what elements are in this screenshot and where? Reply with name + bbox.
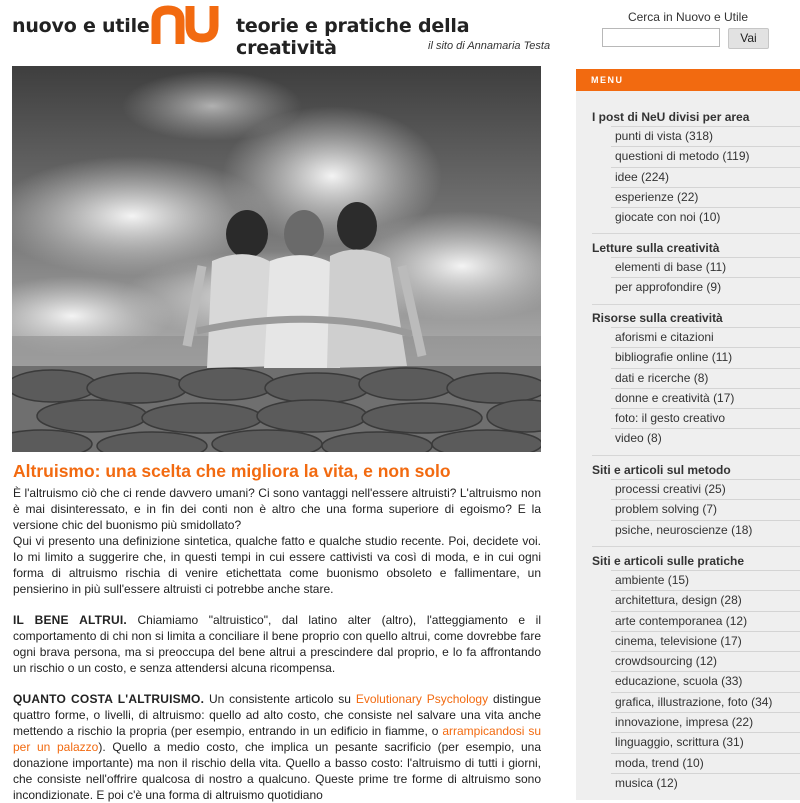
sidebar-item[interactable]: elementi di base (11) [592, 257, 800, 277]
site-logo[interactable] [150, 2, 222, 52]
sidebar-item[interactable]: dati e ricerche (8) [592, 368, 800, 388]
link-evolutionary-psychology[interactable]: Evolutionary Psychology [355, 692, 489, 706]
section-text: ). Quello a medio costo, che implica un pesante sacrificio (per esempio, una donazione importante) ma non il rischio della vita. Quello a basso costo: l'altruismo di tutti i giorni, che consiste nell'offrire qualcosa di nostro a qualcuno. Queste prime tre forme di altruismo sono incondizionate. E poi c'è una forma di altruismo quotidiano [13, 740, 541, 802]
post-section-quanto-costa [13, 691, 541, 803]
sidebar-section-aree [592, 108, 800, 227]
search-box [588, 8, 788, 58]
main-content [12, 66, 541, 800]
post-body [13, 485, 541, 803]
post-title[interactable]: Altruismo: una scelta che migliora la vita, e non solo [13, 461, 451, 481]
sidebar-item[interactable]: musica (12) [592, 773, 800, 793]
section-lead: IL BENE ALTRUI. [13, 613, 127, 627]
sidebar-item[interactable]: giocate con noi (10) [592, 207, 800, 227]
sidebar-item[interactable]: architettura, design (28) [592, 590, 800, 610]
sidebar-section-pratiche [592, 552, 800, 793]
sidebar-item[interactable]: educazione, scuola (33) [592, 671, 800, 691]
sidebar-item[interactable]: arte contemporanea (12) [592, 611, 800, 631]
sidebar-item[interactable]: idee (224) [592, 167, 800, 187]
sidebar-item[interactable]: bibliografie online (11) [592, 347, 800, 367]
post-hero-photo [12, 66, 541, 452]
sidebar-item[interactable]: foto: il gesto creativo [592, 408, 800, 428]
menu-header: MENU [576, 69, 800, 91]
site-name-left[interactable]: nuovo e utile [12, 15, 150, 37]
link-palazzo[interactable]: arrampicandosi su per un palazzo [13, 724, 541, 754]
search-label: Cerca in Nuovo e Utile [627, 10, 749, 24]
site-header [0, 0, 570, 62]
nu-logo-icon [150, 2, 222, 52]
search-button[interactable]: Vai [728, 28, 769, 49]
sidebar-section-heading: Siti e articoli sulle pratiche [592, 554, 745, 568]
search-input[interactable] [602, 28, 720, 47]
sidebar-item[interactable]: moda, trend (10) [592, 753, 800, 773]
section-text: distingue quattro forme, o livelli, di altruismo: quello ad alto costo, che consiste nel salvare una vita anche mettendo a rischio la propria (per esempio, entrando in un edificio in fiamme, o [13, 692, 541, 738]
sidebar-item[interactable]: processi creativi (25) [592, 479, 800, 499]
post-section-bene-altrui [13, 612, 541, 676]
sidebar-item[interactable]: donne e creatività (17) [592, 388, 800, 408]
children-on-wall-photo [12, 66, 541, 452]
sidebar-section-risorse [592, 309, 800, 449]
sidebar-item[interactable]: psiche, neuroscienze (18) [592, 520, 800, 540]
sidebar-item[interactable]: per approfondire (9) [592, 277, 800, 297]
section-text: Un consistente articolo su [204, 692, 356, 706]
sidebar-item[interactable]: innovazione, impresa (22) [592, 712, 800, 732]
sidebar-item[interactable]: cinema, televisione (17) [592, 631, 800, 651]
sidebar-item[interactable]: crowdsourcing (12) [592, 651, 800, 671]
section-text: Chiamiamo "altruistico", dal latino alter (altro), l'atteggiamento e il comportamento di chi non si limita a conciliare il bene proprio con quello altrui, come dovrebbe fare ogni brava persona, ma si preoccupa del bene altrui a prescindere dal proprio, e lo fa affrontando un rischio o un costo, e senza attendersi alcuna ricompensa. [13, 613, 541, 675]
post-intro-paragraph-2: Qui vi presento una definizione sintetica, qualche fatto e qualche studio recente. Poi, decidete voi. Io mi limito a suggerire che, in questi tempi in cui essere cattivisti va così di moda, e in cui ogni forma di altruismo rischia di venire etichettata come buonismo obsoleto e fallimentare, un pensierino in più sull'essere altruisti ci potrebbe anche stare. [13, 534, 541, 596]
sidebar-section-heading: Letture sulla creatività [592, 241, 720, 255]
sidebar-item[interactable]: video (8) [592, 428, 800, 448]
post-intro-paragraph: È l'altruismo ciò che ci rende davvero umani? Ci sono vantaggi nell'essere altruisti? L'altruismo non è mai disinteressato, e in fin dei conti non è altro che una forma superiore di egoismo? E la versione chic del buonismo più smidollato? [13, 486, 541, 532]
sidebar-section-heading: Risorse sulla creatività [592, 311, 723, 325]
sidebar-item[interactable]: grafica, illustrazione, foto (34) [592, 692, 800, 712]
sidebar-section-metodo [592, 461, 800, 540]
site-tagline: teorie e pratiche della creatività [236, 15, 470, 59]
sidebar-section-heading: Siti e articoli sul metodo [592, 463, 731, 477]
sidebar-item[interactable]: aforismi e citazioni [592, 327, 800, 347]
sidebar-item[interactable]: esperienze (22) [592, 187, 800, 207]
sidebar-section-letture [592, 239, 800, 298]
section-lead: QUANTO COSTA L'ALTRUISMO. [13, 692, 205, 706]
sidebar-item[interactable]: questioni di metodo (119) [592, 146, 800, 166]
sidebar [576, 69, 800, 800]
sidebar-item[interactable]: problem solving (7) [592, 499, 800, 519]
sidebar-item[interactable]: punti di vista (318) [592, 126, 800, 146]
sidebar-item[interactable]: linguaggio, scrittura (31) [592, 732, 800, 752]
sidebar-item[interactable]: ambiente (15) [592, 570, 800, 590]
site-byline: il sito di Annamaria Testa [428, 40, 551, 52]
sidebar-section-heading: I post di NeU divisi per area [592, 110, 750, 124]
